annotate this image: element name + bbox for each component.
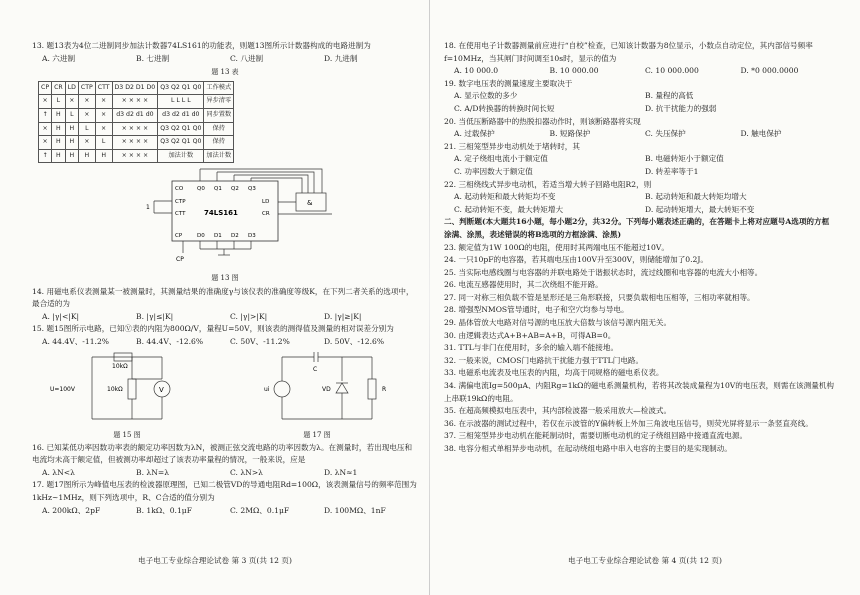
table-header: 工作模式 [204,81,234,95]
table-cell: L [78,122,95,136]
fig13-cp-label: CP [176,256,184,264]
q20-options [454,128,836,141]
judge-item: 36. 在示波器的测试过程中，若仅在示波管的Y偏转板上外加三角波电压信号，则荧光屏将显示一条竖直亮线。 [444,418,813,428]
pin-co: CO [175,186,184,193]
q19-option-c: C. A/D转换器的转换时间长短 [454,103,555,113]
table-cell: H [65,136,78,150]
table-cell: H [95,149,112,163]
q15-option-c: C. 50V、-11.2% [230,336,290,346]
q19-stem: 19. 数字电压表的测量速度主要取决于 [444,78,573,88]
q21-option-b: B. 电磁转矩小于额定值 [645,154,724,164]
q17-option-a: A. 200kΩ、2pF [42,505,101,515]
table-cell: ↑ [39,149,52,163]
fig13-caption: 题 13 图 [211,273,239,282]
table-cell: 保持 [204,136,234,150]
table-cell: L L L L [158,95,204,109]
q17-option-b: B. 1kΩ、0.1μF [136,505,193,515]
q20-option-c: C. 失压保护 [645,129,686,139]
table-cell: × [78,95,95,109]
q21-options [454,153,836,178]
right-page [430,0,860,595]
table-cell: × [95,122,112,136]
fig15-17-circuits [32,349,412,427]
table-header-row [39,81,234,95]
table-cell: d3 d2 d1 d0 [112,108,158,122]
q20-option-a: A. 过载保护 [454,129,495,139]
judge-item: 33. 电磁系电流表及电压表的内阻，均高于同规格的磁电系仪表。 [444,368,664,378]
table-cell: 异步清零 [204,95,234,109]
chip-label: 74LS161 [204,209,238,218]
table13 [38,81,234,164]
judge-item: 32. 一般来说，CMOS门电路抗干扰能力强于TTL门电路。 [444,355,644,365]
q13-stem: 13. 题13表为4位二进制同步加法计数器74LS161的功能表，则题13图所示计数器构成的电路进制为 [32,41,371,50]
q14-option-b: B. |γ|≤|K| [136,311,174,321]
q19-option-b: B. 量程的高低 [645,91,694,101]
table-cell: × [78,136,95,150]
table-cell: × [39,95,52,109]
table-header: Q3 Q2 Q1 Q0 [158,81,204,95]
section2-heading: 二、判断题(本大题共16小题，每小题2分，共32分。下列每小题表述正确的，在答题卡上将对应题号A选项的方框涂满、涂黑，表述错误的将B选项的方框涂满、涂黑) [444,217,830,239]
table-cell: × [39,136,52,150]
table13-caption: 题 13 表 [211,68,239,77]
table-cell: × [65,95,78,109]
table-cell: H [78,149,95,163]
q16-option-b: B. λN=λ [136,467,170,477]
table-header: CTT [95,81,112,95]
fig13-input-one: 1 [146,204,150,212]
q18-option-a: A. 10 000.0 [454,66,499,76]
table-row [39,95,234,109]
q22-option-c: C. 起动转矩不变，最大转矩增大 [454,204,564,214]
q16-option-a: A. λN<λ [42,467,75,477]
q17-options [42,505,418,518]
fig17-res: R [382,385,387,393]
q13-option-a: A. 六进制 [42,53,76,63]
q14-stem: 14. 用磁电系仪表测量某一被测量时，其测量结果的准确度γ与该仪表的准确度等级K，在下列二者关系的选项中，最合适的为 [32,286,414,309]
right-column [444,40,836,456]
q17-option-d: D. 100MΩ、1nF [324,505,386,515]
q15-option-b: B. 44.4V、-12.6% [136,336,204,346]
q13-option-d: D. 九进制 [324,53,358,63]
q22-options [454,191,836,216]
q20-option-b: B. 短路保护 [549,129,591,139]
judge-item: 28. 增强型NMOS管导通时，电子和空穴均参与导电。 [444,305,629,315]
q14-option-a: A. |γ|<|K| [42,311,80,321]
pin-ctt: CTT [175,211,186,218]
q13-option-b: B. 七进制 [136,53,170,63]
table-row [39,149,234,163]
q14-option-d: D. |γ|≥|K| [324,311,362,321]
pin-d1: D1 [214,233,222,240]
table-header: CR [52,81,66,95]
fig15-source: U=100V [50,385,75,393]
q17-stem: 17. 题17图所示为峰值电压表的检波器原理图，已知二极管VD的导通电阻Rd=100Ω，该表测量信号的频率范围为1kHz~1MHz，则下列选项中，R、C合适的值分别为 [32,480,417,503]
q14-option-c: C. |γ|>|K| [230,311,268,321]
table-cell: 加法计数 [204,149,234,163]
pin-d0: D0 [197,233,205,240]
table-cell: × × × × [112,95,158,109]
table-cell: H [65,122,78,136]
judge-item: 30. 由逻辑表达式A+B+AB=A+B，可得AB=0。 [444,330,616,340]
table-cell: H [65,149,78,163]
q20-option-d: D. 触电保护 [740,129,782,139]
pin-q0: Q0 [197,186,205,193]
q18-option-b: B. 10 000.00 [549,66,599,76]
q15-option-d: D. 50V、-12.6% [324,336,385,346]
q13-options [42,53,418,66]
q18-stem: 18. 在使用电子计数器测量前应进行“自校”检查，已知该计数器为8位显示，小数点自动定位，其内部信号频率f=10MHz，当其闸门时间调至10s时，显示的值为 [444,41,813,63]
q22-option-d: D. 起动转矩增大，最大转矩不变 [645,204,755,214]
table-cell: × × × × [112,149,158,163]
judge-item: 31. TTL与非门在使用时，多余的输入端不能接地。 [444,343,619,353]
q22-option-b: B. 起动转矩和最大转矩均增大 [645,192,747,202]
q19-option-a: A. 显示位数的多少 [454,91,518,101]
table-cell: × × × × [112,122,158,136]
table-cell: ↑ [39,108,52,122]
fig15-caption: 题 15 图 [113,431,141,440]
table-header: D3 D2 D1 D0 [112,81,158,95]
q19-options [454,90,836,115]
fig17-diode: VD [322,385,331,393]
fig17-caption: 题 17 图 [303,431,331,440]
q15-options [42,336,418,349]
judge-item: 25. 当实际电感线圈与电容器的并联电路处于谐振状态时，流过线圈和电容器的电流大小相等。 [444,267,763,277]
table-cell: 同步置数 [204,108,234,122]
judge-item: 29. 晶体管放大电路对信号源的电压放大倍数与该信号源内阻无关。 [444,318,672,328]
table-cell: Q3 Q2 Q1 Q0 [158,136,204,150]
q13-option-c: C. 八进制 [230,53,264,63]
table-cell: H [52,122,66,136]
judge-item: 34. 满偏电流Ig=500μA、内阻Rg=1kΩ的磁电系测量机构，若将其改装成量程为10V的电压表，则需在该测量机构上串联19kΩ的电阻。 [444,381,835,403]
q20-stem: 20. 当低压断路器中的热脱扣器动作时，则该断路器将实现 [444,116,641,126]
right-footer: 电子电工专业综合理论试卷 第 4 页(共 12 页) [568,556,722,565]
pin-q3: Q3 [248,186,256,193]
table-header: CTP [78,81,95,95]
table-row [39,108,234,122]
pin-ld: LD [262,199,270,206]
q16-option-d: D. λN≈1 [324,467,358,477]
judge-item: 24. 一只10pF的电容器，若其端电压由100V升至300V，则储能增加了0.2J。 [444,255,709,265]
q16-stem: 16. 已知某低功率因数功率表的额定功率因数为λN，被测正弦交流电路的功率因数为λ。在测量时，若出现电压和电流均未高于额定值，但被测功率却超过了该表功率量程的情况，一般来说，应是 [32,442,413,465]
pin-ctp: CTP [175,199,186,206]
table-header: CP [39,81,52,95]
fig17-cap: C [313,365,318,373]
table-cell: H [52,136,66,150]
table-cell: × [39,122,52,136]
pin-q2: Q2 [231,186,239,193]
fig15-r1: 10kΩ [112,362,128,370]
left-column [32,40,418,517]
q16-option-c: C. λN>λ [230,467,263,477]
q21-option-c: C. 功率因数大于额定值 [454,166,533,176]
table-cell: × [95,95,112,109]
left-footer: 电子电工专业综合理论试卷 第 3 页(共 12 页) [138,556,292,565]
fig15-meter: V [159,385,164,394]
table-cell: H [52,149,66,163]
q21-option-d: D. 转差率等于1 [645,166,699,176]
table-cell: 加法计数 [158,149,204,163]
q22-stem: 22. 三相绕线式异步电动机，若适当增大转子回路电阻R2，则 [444,179,652,189]
pin-d2: D2 [231,233,239,240]
table-cell: × [78,108,95,122]
pin-d3: D3 [248,233,256,240]
fig13-circuit [32,163,412,271]
q18-options [454,65,836,78]
and-gate-symbol: & [307,199,313,208]
pin-cp: CP [175,233,183,240]
table-cell: L [95,136,112,150]
table-row [39,122,234,136]
judge-item: 23. 额定值为1W 100Ω的电阻，使用时其两端电压不能超过10V。 [444,242,669,252]
table-cell: H [52,108,66,122]
q18-option-c: C. 10 000.000 [645,66,699,76]
table-cell: L [65,108,78,122]
q22-option-a: A. 起动转矩和最大转矩均不变 [454,192,556,202]
table-cell: d3 d2 d1 d0 [158,108,204,122]
table-cell: × × × × [112,136,158,150]
pin-cr: CR [262,211,270,218]
q17-option-c: C. 2MΩ、0.1μF [230,505,290,515]
table-row [39,136,234,150]
q19-option-d: D. 抗干扰能力的强弱 [645,103,717,113]
fig15-r2: 10kΩ [107,385,123,393]
table-cell: L [52,95,66,109]
fig17-ui: ui [264,385,270,393]
table-header: LD [65,81,78,95]
table-cell: × [95,108,112,122]
q14-options [42,311,418,324]
q15-option-a: A. 44.4V、-11.2% [42,336,109,346]
table-cell: 保持 [204,122,234,136]
q21-stem: 21. 三相笼型异步电动机处于堵转时，其 [444,141,580,151]
q15-stem: 15. 题15图所示电路，已知Ⓥ表的内阻为800Ω/V，量程U=50V，则该表的测得值及测量的相对误差分别为 [32,324,394,334]
judge-item: 37. 三相笼型异步电动机在能耗制动时，需要切断电动机的定子绕组回路中接通直流电源。 [444,431,748,441]
pin-q1: Q1 [214,186,222,193]
table-cell: Q3 Q2 Q1 Q0 [158,122,204,136]
q18-option-d: D. *0 000.0000 [740,66,799,76]
fig-captions-row [32,429,418,442]
q16-options [42,467,418,480]
judge-item: 26. 电流互感器使用时，其二次绕组不能开路。 [444,280,603,290]
q21-option-a: A. 定子绕组电流小于额定值 [454,154,548,164]
judge-item: 38. 电容分相式单相异步电动机，在起动绕组电路中串入电容的主要目的是实现制动。 [444,444,732,453]
judge-item: 27. 同一对称三相负载不管是星形还是三角形联接，只要负载相电压相等，三相功率就相等。 [444,292,755,302]
judge-item: 35. 在超高频模拟电压表中，其内部检波器一般采用放大—检波式。 [444,406,672,416]
